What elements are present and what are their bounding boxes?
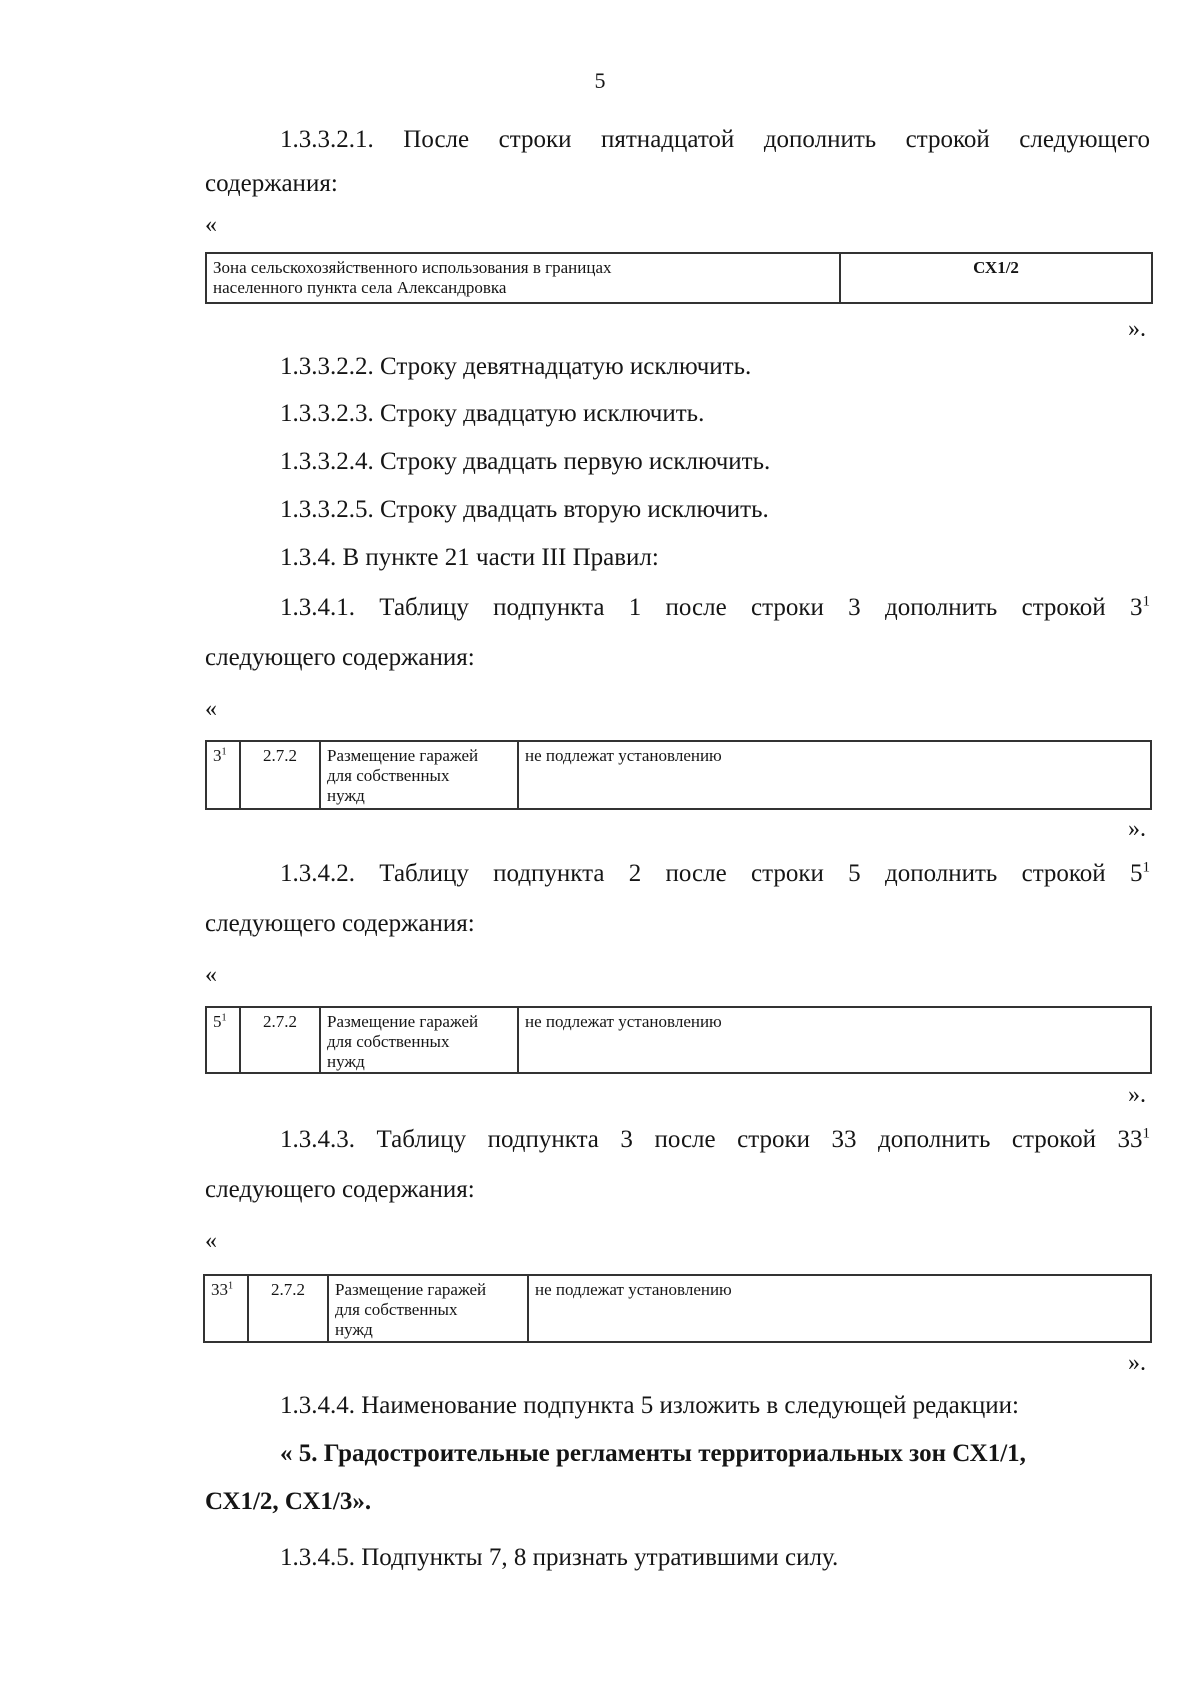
description-line-1: Размещение гаражей [327, 746, 479, 765]
code-cell: 2.7.2 [240, 741, 320, 809]
paragraph-3-line-2: следующего содержания: [205, 910, 475, 937]
table-row [206, 1007, 1151, 1073]
heading-quote-line-1: « 5. Градостроительные регламенты территориальных зон СХ1/1, [280, 1440, 1026, 1467]
row-number-cell: $3^1$ [206, 741, 240, 809]
table-row [206, 741, 1151, 809]
description-line-2: для собственных [327, 1032, 450, 1051]
description-line-1: Размещение гаражей [327, 1012, 479, 1031]
description-line-1: Размещение гаражей [335, 1280, 487, 1299]
page-number: 5 [594, 68, 606, 93]
quote-close-mark: ». [1128, 316, 1146, 342]
quote-open-mark: « [205, 696, 217, 722]
quote-open-mark: « [205, 962, 217, 988]
row-number-cell: $33^1$ [204, 1275, 248, 1342]
paragraph-2-line-2: следующего содержания: [205, 644, 475, 671]
value-cell: не подлежат установлению [528, 1275, 1151, 1342]
land-use-table-3 [203, 1274, 1152, 1343]
description-cell [328, 1275, 528, 1342]
code-cell: 2.7.2 [248, 1275, 328, 1342]
row-number-cell: $5^1$ [206, 1007, 240, 1073]
description-line-3: нужд [327, 1052, 365, 1071]
quote-close-mark: ». [1128, 1082, 1146, 1108]
value-cell: не подлежат установлению [518, 741, 1151, 809]
quote-open-mark: « [205, 1228, 217, 1254]
item-5: 1.3.4. В пункте 21 части III Правил: [280, 544, 659, 571]
zone-name-line-1: Зона сельскохозяйственного использования в границах [213, 258, 612, 277]
zone-name-line-2: населенного пункта села Александровка [213, 278, 507, 297]
paragraph-3-line-1: 1.3.4.2. Таблицу подпункта 2 после строки 5 дополнить строкой $5^1$ [280, 859, 1150, 887]
paragraph-7: 1.3.4.5. Подпункты 7, 8 признать утратившими силу. [280, 1544, 839, 1571]
land-use-table-2 [205, 1006, 1152, 1074]
paragraph-4-line-1: 1.3.4.3. Таблицу подпункта 3 после строки 33 дополнить строкой $33^1$ [280, 1125, 1150, 1153]
item-1: 1.3.3.2.2. Строку девятнадцатую исключить. [280, 353, 752, 380]
paragraph-4-line-2: следующего содержания: [205, 1176, 475, 1203]
table-row [206, 253, 1152, 303]
zone-code-cell: СХ1/2 [840, 253, 1152, 303]
paragraph-5: 1.3.4.4. Наименование подпункта 5 изложить в следующей редакции: [280, 1392, 1019, 1419]
description-cell [320, 741, 518, 809]
quote-close-mark: ». [1128, 1350, 1146, 1376]
heading-quote-line-2: СХ1/2, СХ1/3». [205, 1488, 372, 1515]
item-3: 1.3.3.2.4. Строку двадцать первую исключить. [280, 448, 771, 475]
item-4: 1.3.3.2.5. Строку двадцать вторую исключить. [280, 496, 769, 523]
description-line-2: для собственных [335, 1300, 458, 1319]
paragraph-1-line-1: 1.3.3.2.1. После строки пятнадцатой дополнить строкой следующего [280, 126, 1150, 153]
description-line-3: нужд [335, 1320, 373, 1339]
code-cell: 2.7.2 [240, 1007, 320, 1073]
zone-name-cell [206, 253, 840, 303]
description-line-2: для собственных [327, 766, 450, 785]
description-cell [320, 1007, 518, 1073]
item-2: 1.3.3.2.3. Строку двадцатую исключить. [280, 400, 705, 427]
description-line-3: нужд [327, 786, 365, 805]
quote-open-mark: « [205, 212, 217, 238]
land-use-table-1 [205, 740, 1152, 810]
table-row [204, 1275, 1151, 1342]
paragraph-1-line-2: содержания: [205, 170, 338, 197]
quote-close-mark: ». [1128, 816, 1146, 842]
paragraph-2-line-1: 1.3.4.1. Таблицу подпункта 1 после строки 3 дополнить строкой $3^1$ [280, 593, 1150, 621]
value-cell: не подлежат установлению [518, 1007, 1151, 1073]
zone-table [205, 252, 1153, 304]
